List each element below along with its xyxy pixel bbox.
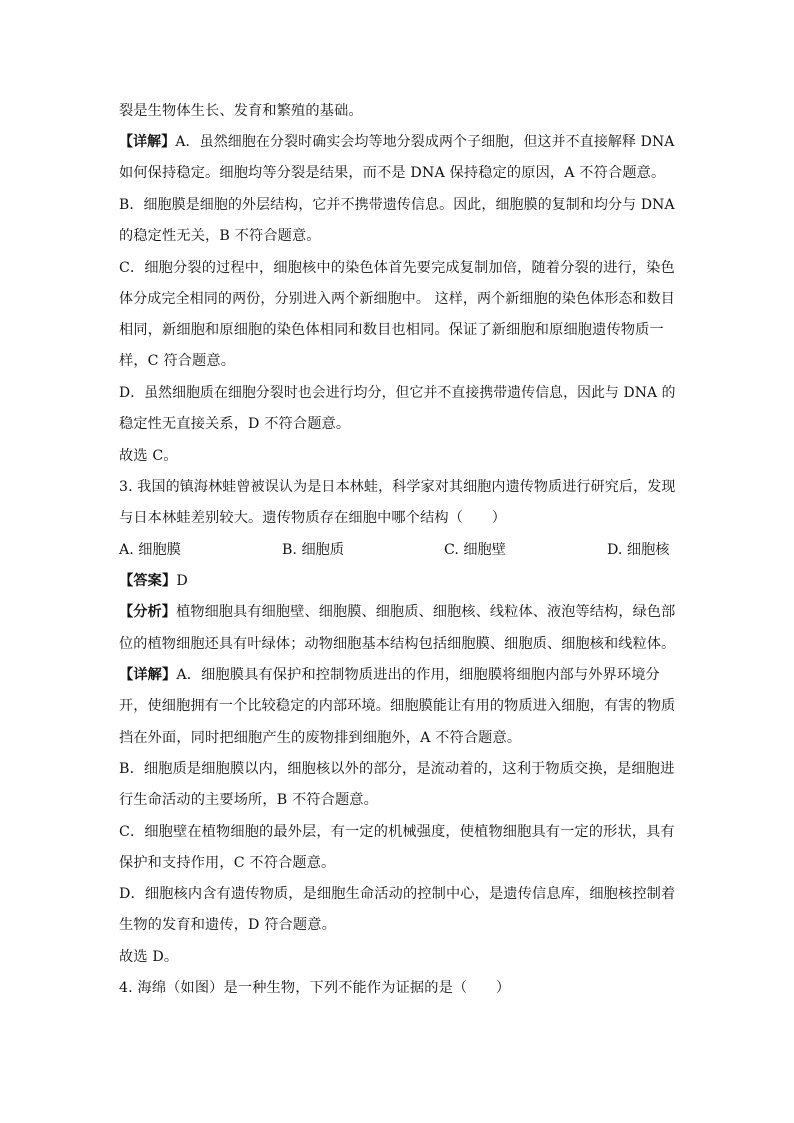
text-line: 开，使细胞拥有一个比较稳定的内部环境。细胞膜能让有用的物质进入细胞，有害的物质 xyxy=(119,698,676,714)
text-line: 的稳定性无关，B 不符合题意。 xyxy=(119,228,321,244)
text-line: 挡在外面，同时把细胞产生的废物排到细胞外，A 不符合题意。 xyxy=(119,730,522,746)
text-line: 故选 C。 xyxy=(119,448,178,464)
text-line: D．细胞核内含有遗传物质，是细胞生命活动的控制中心，是遗传信息库，细胞核控制着 xyxy=(119,886,676,902)
analysis-tag: 【分析】 xyxy=(119,604,177,620)
text-line: 位的植物细胞还具有叶绿体；动物细胞基本结构包括细胞膜、细胞质、细胞核和线粒体。 xyxy=(119,636,676,652)
option-c: C. 细胞壁 xyxy=(444,542,506,558)
text-line: 相同，新细胞和原细胞的染色体相同和数目也相同。保证了新细胞和原细胞遗传物质一 xyxy=(119,322,664,338)
text-line: D．虽然细胞质在细胞分裂时也会进行均分，但它并不直接携带遗传信息，因此与 DNA 的 xyxy=(119,385,676,401)
text-line: 【分析】植物细胞具有细胞壁、细胞膜、细胞质、细胞核、线粒体、液泡等结构，绿色部 xyxy=(119,604,676,620)
answer-tag: 【答案】 xyxy=(119,573,177,589)
text-line: 行生命活动的主要场所，B 不符合题意。 xyxy=(119,792,378,808)
text-line: 稳定性无直接关系，D 不符合题意。 xyxy=(119,416,351,432)
text-line: 体分成完全相同的两份，分别进入两个新细胞中。 这样，两个新细胞的染色体形态和数目 xyxy=(119,291,675,307)
text-line: B．细胞膜是细胞的外层结构，它并不携带遗传信息。因此，细胞膜的复制和均分与 DNA xyxy=(119,197,675,213)
option-d: D. 细胞核 xyxy=(607,542,670,558)
text-line: 如何保持稳定。细胞均等分裂是结果，而不是 DNA 保持稳定的原因，A 不符合题意。 xyxy=(119,165,666,181)
text-line: 保护和支持作用，C 不符合题意。 xyxy=(119,855,336,871)
question-4-stem: 4. 海绵（如图）是一种生物，下列不能作为证据的是（ ） xyxy=(119,980,511,996)
text-line: 生物的发育和遗传，D 符合题意。 xyxy=(119,917,336,933)
text-line: C．细胞分裂的过程中，细胞核中的染色体首先要完成复制加倍，随着分裂的进行，染色 xyxy=(119,260,675,276)
detail-tag: 【详解】 xyxy=(119,134,176,150)
text-line: 【详解】A．细胞膜具有保护和控制物质进出的作用，细胞膜将细胞内部与外界环境分 xyxy=(119,667,660,683)
text-line: B．细胞质是细胞膜以内，细胞核以外的部分，是流动着的，这利于物质交换，是细胞进 xyxy=(119,761,675,777)
option-b: B. 细胞质 xyxy=(282,542,345,558)
text-line: 样，C 符合题意。 xyxy=(119,353,236,369)
detail-tag: 【详解】 xyxy=(119,667,177,683)
text-line: 故选 D。 xyxy=(119,949,179,965)
question-3-stem: 与日本林蛙差别较大。遗传物质存在细胞中哪个结构（ ） xyxy=(119,510,507,526)
text-line: 裂是生物体生长、发育和繁殖的基础。 xyxy=(119,103,363,119)
question-3-stem: 3. 我国的镇海林蛙曾被误认为是日本林蛙，科学家对其细胞内遗传物质进行研究后，发现 xyxy=(119,479,676,495)
answer-line: 【答案】D xyxy=(119,573,188,589)
text-line: 【详解】A．虽然细胞在分裂时确实会均等地分裂成两个子细胞，但这并不直接解释 DNA xyxy=(119,134,675,150)
text-line: C．细胞壁在植物细胞的最外层，有一定的机械强度，使植物细胞具有一定的形状，具有 xyxy=(119,824,675,840)
option-a: A. 细胞膜 xyxy=(119,542,181,558)
